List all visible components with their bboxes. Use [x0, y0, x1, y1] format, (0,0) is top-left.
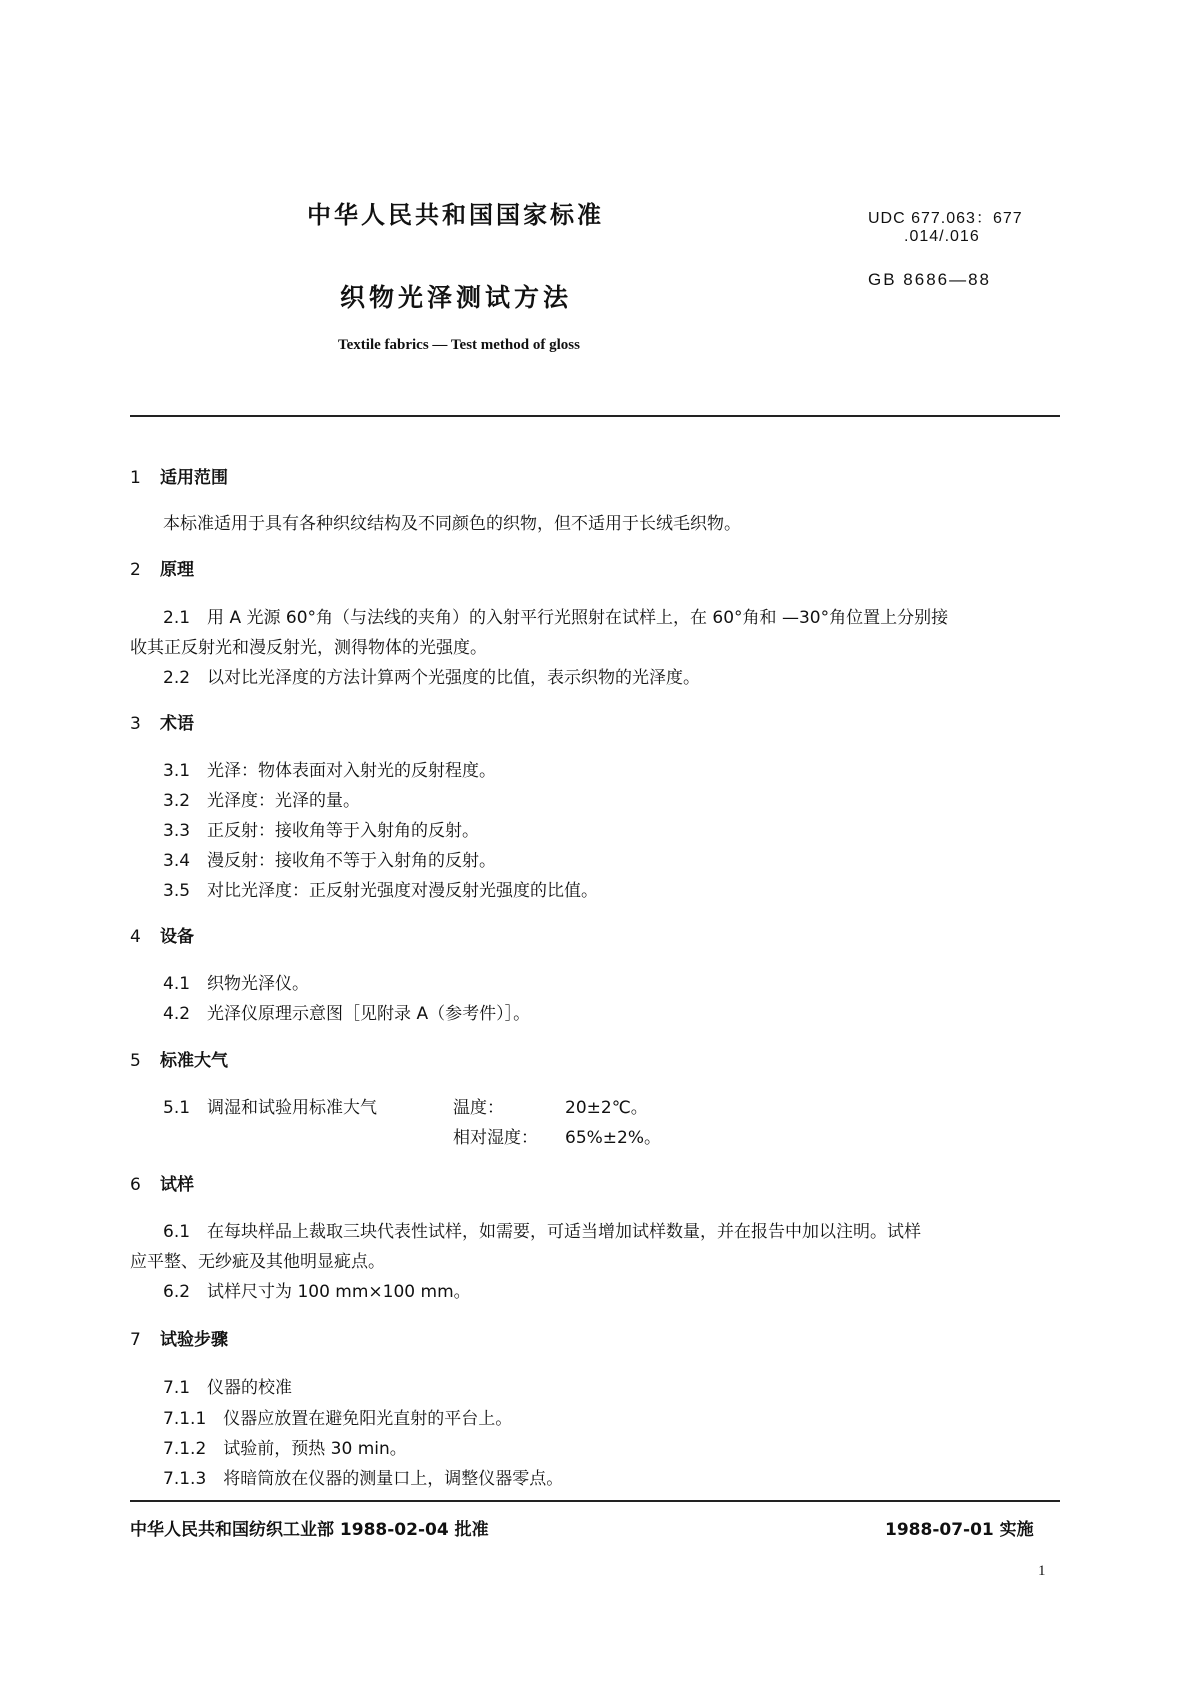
paragraph-2-1-line1: 2.1 用 A 光源 60°角（与法线的夹角）的入射平行光照射在试样上，在 60°角和 —30°角位置上分别接 [163, 608, 949, 628]
section-title: 设备 [160, 927, 194, 947]
effective-date: 1988-07-01 实施 [885, 1520, 1034, 1540]
humidity-value: 65%±2%。 [565, 1128, 661, 1148]
humidity-row [453, 1123, 661, 1148]
paragraph-7-1: 7.1 仪器的校准 [163, 1378, 293, 1398]
paragraph-2-1-line2: 收其正反射光和漫反射光，测得物体的光强度。 [130, 638, 487, 658]
paragraph-2-2: 2.2 以对比光泽度的方法计算两个光强度的比值，表示织物的光泽度。 [163, 668, 701, 688]
udc-code-line2: .014/.016 [904, 228, 980, 245]
section-heading-1 [130, 463, 228, 488]
section-number: 6 [130, 1175, 141, 1195]
footer-divider [130, 1500, 1060, 1502]
page-number: 1 [1038, 1563, 1046, 1579]
paragraph-7-1-3: 7.1.3 将暗筒放在仪器的测量口上，调整仪器零点。 [163, 1469, 564, 1489]
paragraph-5-1: 5.1 调湿和试验用标准大气 [163, 1098, 378, 1118]
paragraph-7-1-1: 7.1.1 仪器应放置在避免阳光直射的平台上。 [163, 1409, 513, 1429]
paragraph-3-5: 3.5 对比光泽度：正反射光强度对漫反射光强度的比值。 [163, 881, 599, 901]
header-divider [130, 415, 1060, 417]
paragraph-7-1-2: 7.1.2 试验前，预热 30 min。 [163, 1439, 407, 1459]
paragraph-6-2: 6.2 试样尺寸为 100 mm×100 mm。 [163, 1282, 471, 1302]
paragraph-3-4: 3.4 漫反射：接收角不等于入射角的反射。 [163, 851, 497, 871]
document-title: 织物光泽测试方法 [340, 283, 573, 312]
humidity-label: 相对湿度： [453, 1128, 538, 1148]
section-heading-2 [130, 555, 194, 580]
section-heading-5 [130, 1046, 228, 1071]
paragraph-4-2: 4.2 光泽仪原理示意图［见附录 A（参考件）］。 [163, 1004, 531, 1024]
section-number: 3 [130, 714, 141, 734]
section-title: 原理 [160, 560, 194, 580]
paragraph-4-1: 4.1 织物光泽仪。 [163, 974, 310, 994]
paragraph-6-1-line1: 6.1 在每块样品上裁取三块代表性试样，如需要，可适当增加试样数量，并在报告中加以注明。试样 [163, 1222, 922, 1242]
paragraph-6-1-line2: 应平整、无纱疵及其他明显疵点。 [130, 1252, 385, 1272]
section-title: 术语 [160, 714, 194, 734]
section-heading-4 [130, 922, 194, 947]
udc-code-line1: UDC 677.063：677 [868, 210, 1023, 227]
section-number: 4 [130, 927, 141, 947]
section-number: 5 [130, 1051, 141, 1071]
paragraph-3-3: 3.3 正反射：接收角等于入射角的反射。 [163, 821, 480, 841]
temperature-row [453, 1093, 648, 1118]
gb-code: GB 8686—88 [868, 270, 992, 289]
section-number: 7 [130, 1330, 141, 1350]
section-title: 适用范围 [160, 468, 228, 488]
paragraph-3-2: 3.2 光泽度：光泽的量。 [163, 791, 361, 811]
section-number: 1 [130, 468, 141, 488]
section-title: 试样 [160, 1175, 194, 1195]
approval-statement: 中华人民共和国纺织工业部 1988-02-04 批准 [130, 1520, 489, 1540]
section-heading-7 [130, 1325, 228, 1350]
standard-title: 中华人民共和国国家标准 [307, 201, 604, 229]
paragraph-1: 本标准适用于具有各种织纹结构及不同颜色的织物，但不适用于长绒毛织物。 [163, 514, 741, 534]
temperature-label: 温度： [453, 1098, 504, 1118]
section-heading-3 [130, 709, 194, 734]
paragraph-3-1: 3.1 光泽：物体表面对入射光的反射程度。 [163, 761, 497, 781]
section-heading-6 [130, 1170, 194, 1195]
section-number: 2 [130, 560, 141, 580]
section-title: 试验步骤 [160, 1330, 228, 1350]
temperature-value: 20±2℃。 [565, 1098, 648, 1118]
english-title: Textile fabrics — Test method of gloss [338, 337, 580, 353]
section-title: 标准大气 [160, 1051, 228, 1071]
